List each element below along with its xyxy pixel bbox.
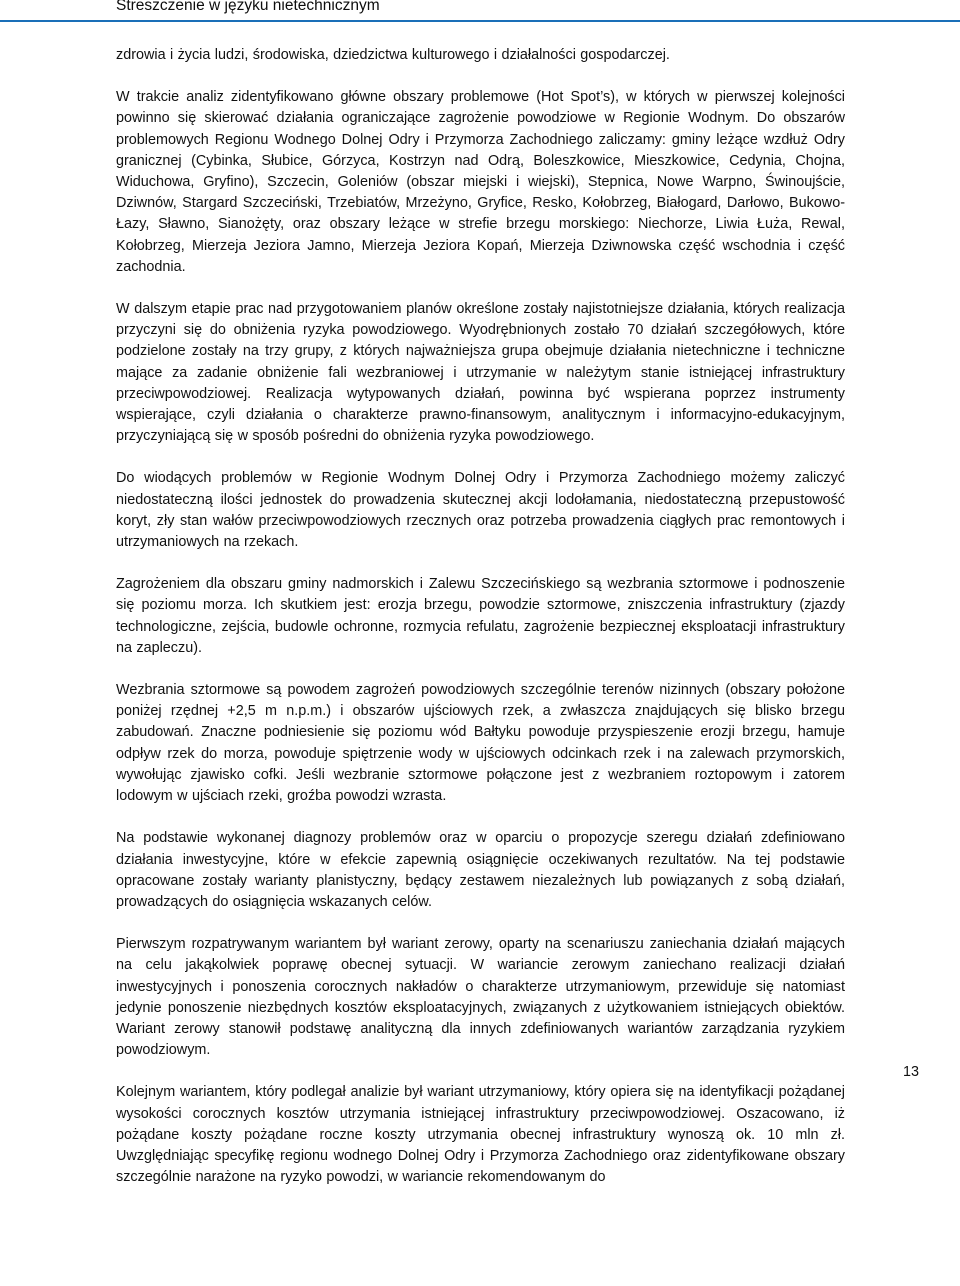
document-body [116, 45, 845, 1209]
paragraph-8: Pierwszym rozpatrywanym wariantem był wariant zerowy, oparty na scenariuszu zaniechania działań mających na celu jakąkolwiek poprawę obecnej sytuacji. W wariancie zerowym zaniechano realizacji działań inwestycyjnych i ponoszenia corocznych nakładów o charakterze utrzymaniowym, przewiduje się natomiast jedynie ponoszenie niezbędnych kosztów eksploatacyjnych, związanych z użytkowaniem istniejących obiektów. Wariant zerowy stanowił podstawę analityczną dla innych zdefiniowanych wariantów zarządzania ryzykiem powodziowym. [116, 936, 845, 1059]
paragraph-9: Kolejnym wariantem, który podlegał analizie był wariant utrzymaniowy, który opiera się na identyfikacji pożądanej wysokości corocznych kosztów utrzymania istniejącej infrastruktury przeciwpowodziowej. Oszacowano, iż pożądane koszty pożądane roczne koszty utrzymania obecnej infrastruktury wynoszą ok. 10 mln zł. Uwzględniając specyfikę regionu wodnego Dolnej Odry i Przymorza Zachodniego oraz zidentyfikowane obszary szczególnie narażone na ryzyko powodzi, w wariancie rekomendowanym do [116, 1084, 845, 1186]
paragraph-7: Na podstawie wykonanej diagnozy problemów oraz w oparciu o propozycje szeregu działań zdefiniowano działania inwestycyjne, które w efekcie zapewnią osiągnięcie oczekiwanych rezultatów. Na tej podstawie opracowane zostały warianty planistyczny, będący zestawem niezależnych lub powiązanych z sobą działań, prowadzących do osiągnięcia wskazanych celów. [116, 830, 845, 910]
page-number: 13 [903, 1064, 920, 1080]
paragraph-5: Zagrożeniem dla obszaru gminy nadmorskich i Zalewu Szczecińskiego są wezbrania sztormowe i podnoszenie się poziomu morza. Ich skutkiem jest: erozja brzegu, powodzie sztormowe, zniszczenia infrastruktury (zjazdy technologiczne, zejścia, budowle ochronne, rozmycia refulatu, zagrożenie bezpiecznej eksploatacji infrastruktury na zapleczu). [116, 576, 845, 656]
paragraph-1: zdrowia i życia ludzi, środowiska, dziedzictwa kulturowego i działalności gospodarczej. [116, 47, 670, 63]
header-title: Streszczenie w języku nietechnicznym [116, 0, 380, 14]
paragraph-4: Do wiodących problemów w Regionie Wodnym Dolnej Odry i Przymorza Zachodniego możemy zaliczyć niedostateczną ilości jednostek do prowadzenia skutecznej akcji lodołamania, niedostateczną przepustowość koryt, zły stan wałów przeciwpowodziowych rzecznych oraz potrzeba prowadzenia ciągłych prac remontowych i utrzymaniowych na rzekach. [116, 470, 845, 551]
paragraph-2: W trakcie analiz zidentyfikowano główne obszary problemowe (Hot Spot’s), w których w pierwszej kolejności powinno się skierować działania ograniczające zagrożenie powodziowe w Regionie Wodnym. Do obszarów problemowych Regionu Wodnego Dolnej Odry i Przymorza Zachodniego zaliczamy: gminy leżące wzdłuż Odry granicznej (Cybinka, Słubice, Górzyca, Kostrzyn nad Odrą, Boleszkowice, Mieszkowice, Cedynia, Chojna, Widuchowa, Gryfino), Szczecin, Goleniów (obszar miejski i wiejski), Stepnica, Nowe Warpno, Świnoujście, Dziwnów, Stargard Szczeciński, Trzebiatów, Mrzeżyno, Gryfice, Resko, Kołobrzeg, Białogard, Darłowo, Bukowo-Łazy, Sławno, Sianożęty, oraz obszary leżące w strefie brzegu morskiego: Niechorze, Liwia Łuża, Rewal, Kołobrzeg, Mierzeja Jeziora Jamno, Mierzeja Jeziora Kopań, Mierzeja Dziwnowska część wschodnia i część zachodnia. [116, 89, 845, 275]
paragraph-3: W dalszym etapie prac nad przygotowaniem planów określone zostały najistotniejsze działania, których realizacja przyczyni się do obniżenia ryzyka powodziowego. Wyodrębnionych zostało 70 działań szczegółowych, które podzielone zostały na trzy grupy, z których najważniejsza grupa obejmuje działania nietechniczne i techniczne mające za zadanie obniżenie fali wezbraniowej i utrzymanie w należytym stanie istniejącej infrastruktury przeciwpowodziowej. Realizacja wytypowanych działań, powinna być wspierana poprzez instrumenty wspierające, czyli działania o charakterze prawno-finansowym, analitycznym i informacyjno-edukacyjnym, przyczyniającą się w sposób pośredni do obniżenia ryzyka powodziowego. [116, 301, 845, 445]
page-header [0, 0, 960, 20]
header-divider [0, 20, 960, 22]
paragraph-6: Wezbrania sztormowe są powodem zagrożeń powodziowych szczególnie terenów nizinnych (obszary położone poniżej rzędnej +2,5 m n.p.m.) i obszarów ujściowych rzek, a zwłaszcza znajdujących się blisko brzegu zabudowań. Znaczne podniesienie się poziomu wód Bałtyku powoduje przyspieszenie erozji brzegu, hamuje odpływ rzek do morza, powoduje spiętrzenie wody w ujściowych odcinkach rzek i na zalewach przymorskich, wywołując zjawisko cofki. Jeśli wezbranie sztormowe połączone jest z wezbraniem roztopowym i zatorem lodowym w ujściach rzeki, groźba powodzi wzrasta. [116, 682, 845, 805]
